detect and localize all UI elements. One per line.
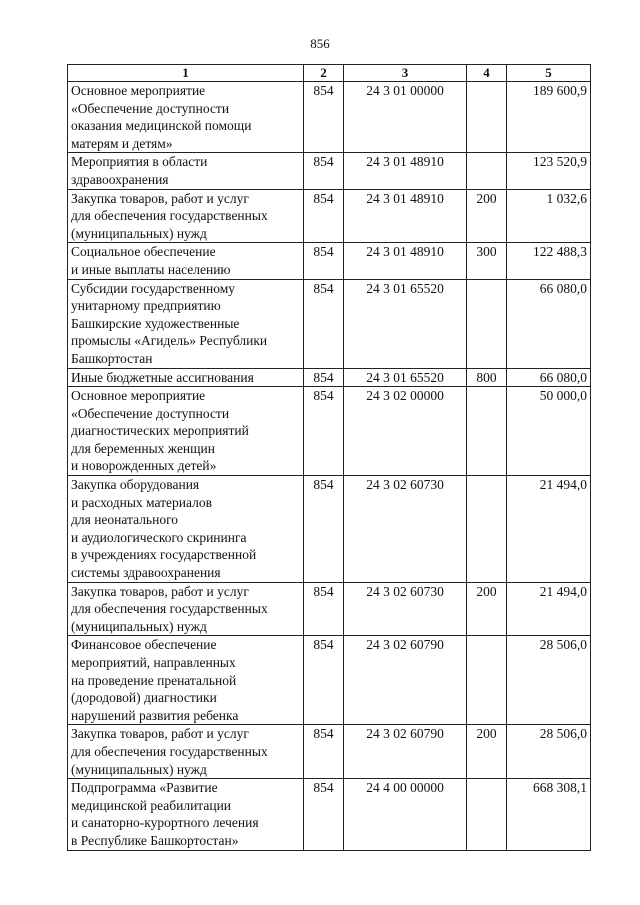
row-sum-cell: 189 600,9 xyxy=(507,82,591,153)
row-csr-cell: 24 3 01 48910 xyxy=(344,153,467,189)
row-sum-cell: 668 308,1 xyxy=(507,779,591,850)
budget-table xyxy=(67,64,591,851)
row-name-cell: Иные бюджетные ассигнования xyxy=(68,368,304,387)
row-kvsr-cell: 854 xyxy=(304,189,344,243)
row-name-cell: Основное мероприятие «Обеспечение доступности диагностических мероприятий для беременных женщин и новорожденных детей» xyxy=(68,387,304,476)
row-name-cell: Субсидии государственному унитарному предприятию Башкирские художественные промыслы «Агидель» Республики Башкортостан xyxy=(68,279,304,368)
row-kvsr-cell: 854 xyxy=(304,82,344,153)
row-kvsr-cell: 854 xyxy=(304,582,344,636)
row-kvsr-cell: 854 xyxy=(304,387,344,476)
row-csr-cell: 24 3 01 65520 xyxy=(344,279,467,368)
row-csr-cell: 24 3 02 60790 xyxy=(344,636,467,725)
row-sum-cell: 21 494,0 xyxy=(507,582,591,636)
row-vr-cell: 300 xyxy=(467,243,507,279)
page-number: 856 xyxy=(310,36,330,51)
table-row xyxy=(68,243,591,279)
row-vr-cell xyxy=(467,779,507,850)
row-vr-cell xyxy=(467,636,507,725)
row-vr-cell xyxy=(467,387,507,476)
row-vr-cell: 800 xyxy=(467,368,507,387)
row-vr-cell: 200 xyxy=(467,582,507,636)
row-kvsr-cell: 854 xyxy=(304,636,344,725)
header-col-3: 3 xyxy=(344,65,467,82)
table-header-row xyxy=(68,65,591,82)
row-kvsr-cell: 854 xyxy=(304,779,344,850)
row-sum-cell: 28 506,0 xyxy=(507,725,591,779)
row-csr-cell: 24 4 00 00000 xyxy=(344,779,467,850)
row-kvsr-cell: 854 xyxy=(304,153,344,189)
row-vr-cell: 200 xyxy=(467,725,507,779)
table-row xyxy=(68,82,591,153)
row-name-cell: Подпрограмма «Развитие медицинской реабилитации и санаторно-курортного лечения в Республике Башкортостан» xyxy=(68,779,304,850)
row-csr-cell: 24 3 02 60730 xyxy=(344,476,467,583)
row-kvsr-cell: 854 xyxy=(304,243,344,279)
table-row xyxy=(68,476,591,583)
row-sum-cell: 50 000,0 xyxy=(507,387,591,476)
row-sum-cell: 66 080,0 xyxy=(507,368,591,387)
row-name-cell: Закупка товаров, работ и услуг для обеспечения государственных (муниципальных) нужд xyxy=(68,582,304,636)
row-csr-cell: 24 3 01 48910 xyxy=(344,189,467,243)
row-kvsr-cell: 854 xyxy=(304,476,344,583)
table-row xyxy=(68,368,591,387)
row-kvsr-cell: 854 xyxy=(304,368,344,387)
row-name-cell: Закупка товаров, работ и услуг для обеспечения государственных (муниципальных) нужд xyxy=(68,725,304,779)
table-row xyxy=(68,636,591,725)
row-vr-cell: 200 xyxy=(467,189,507,243)
row-name-cell: Закупка оборудования и расходных материалов для неонатального и аудиологического скрининга в учреждениях государственной системы здравоохранения xyxy=(68,476,304,583)
header-col-5: 5 xyxy=(507,65,591,82)
row-vr-cell xyxy=(467,476,507,583)
row-sum-cell: 28 506,0 xyxy=(507,636,591,725)
row-sum-cell: 66 080,0 xyxy=(507,279,591,368)
row-csr-cell: 24 3 02 00000 xyxy=(344,387,467,476)
row-name-cell: Финансовое обеспечение мероприятий, направленных на проведение пренатальной (дородовой) диагностики нарушений развития ребенка xyxy=(68,636,304,725)
row-name-cell: Мероприятия в области здравоохранения xyxy=(68,153,304,189)
header-col-1: 1 xyxy=(68,65,304,82)
row-name-cell: Основное мероприятие «Обеспечение доступности оказания медицинской помощи матерям и детям» xyxy=(68,82,304,153)
table-row xyxy=(68,582,591,636)
table-row xyxy=(68,153,591,189)
row-kvsr-cell: 854 xyxy=(304,725,344,779)
table-row xyxy=(68,725,591,779)
row-csr-cell: 24 3 02 60730 xyxy=(344,582,467,636)
row-sum-cell: 122 488,3 xyxy=(507,243,591,279)
header-col-2: 2 xyxy=(304,65,344,82)
row-csr-cell: 24 3 01 48910 xyxy=(344,243,467,279)
row-kvsr-cell: 854 xyxy=(304,279,344,368)
row-sum-cell: 123 520,9 xyxy=(507,153,591,189)
row-sum-cell: 21 494,0 xyxy=(507,476,591,583)
row-sum-cell: 1 032,6 xyxy=(507,189,591,243)
table-row xyxy=(68,779,591,850)
row-name-cell: Социальное обеспечение и иные выплаты населению xyxy=(68,243,304,279)
row-vr-cell xyxy=(467,153,507,189)
table-row xyxy=(68,279,591,368)
row-vr-cell xyxy=(467,279,507,368)
table-row xyxy=(68,189,591,243)
row-name-cell: Закупка товаров, работ и услуг для обеспечения государственных (муниципальных) нужд xyxy=(68,189,304,243)
row-csr-cell: 24 3 01 65520 xyxy=(344,368,467,387)
table-row xyxy=(68,387,591,476)
row-vr-cell xyxy=(467,82,507,153)
row-csr-cell: 24 3 01 00000 xyxy=(344,82,467,153)
header-col-4: 4 xyxy=(467,65,507,82)
row-csr-cell: 24 3 02 60790 xyxy=(344,725,467,779)
